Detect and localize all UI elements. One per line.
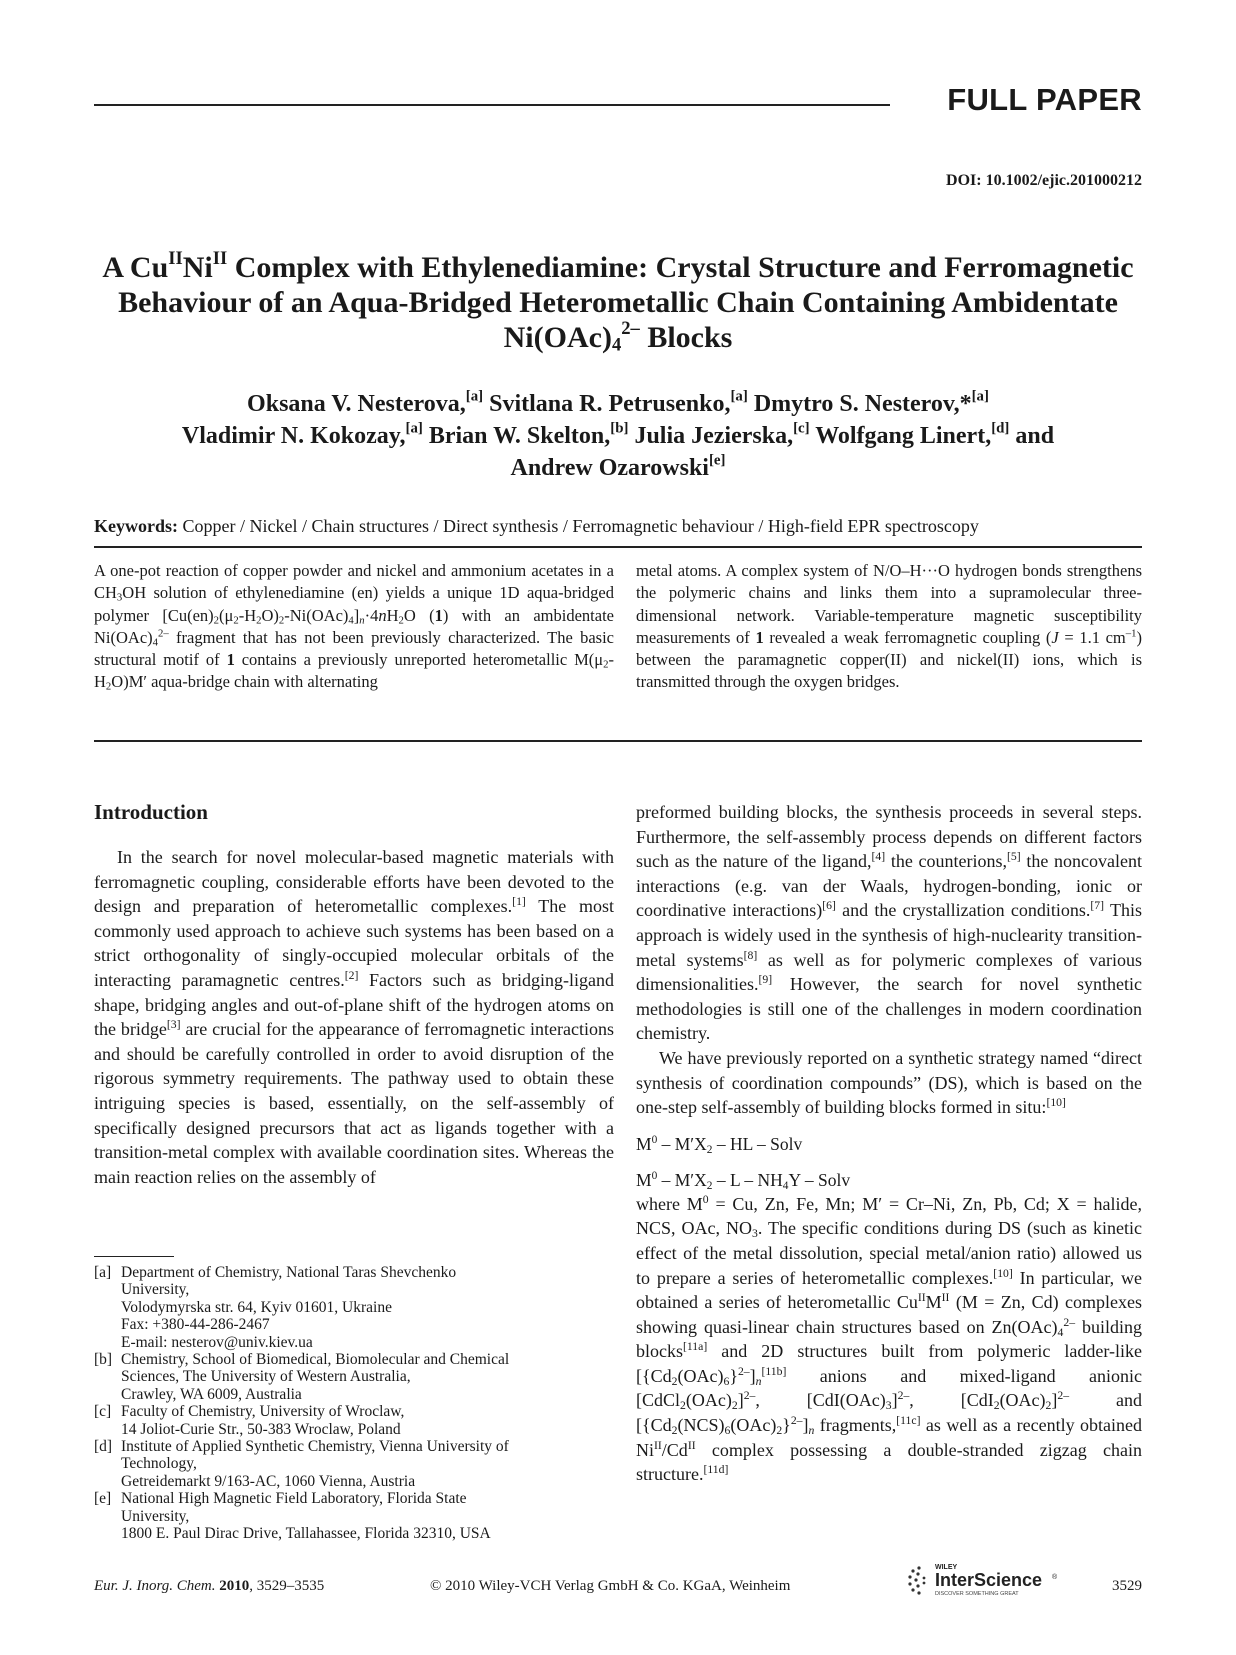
keywords-rule [94,546,1142,548]
equation-2: $M^0 - M'X_2$ – L – $NH_4Y$ – Solv [636,1169,851,1192]
svg-text:®: ® [1052,1574,1058,1581]
affiliation-e: [e] National High Magnetic Field Laboratory, Florida State University, 1800 E. Paul Dirac Drive, Tallahassee, Florida 32310, USA [94,1490,491,1543]
author-list: Oksana V. Nesterova,[a] Svitlana R. Petrusenko,[a] Dmytro S. Nesterov,*[a] Vladimir N. Kokozay,[a] Brian W. Skelton,[b] Julia Jezierska,[c] Wolfgang Linert,[d] and Andrew Ozarowski[e] [181,388,1055,481]
author: Brian W. Skelton, [428,423,611,449]
journal-citation: Eur. J. Inorg. Chem. 2010, 3529–3535 [94,1578,325,1594]
author: Vladimir N. Kokozay, [181,423,406,449]
keywords: Keywords: Copper / Nickel / Chain structures / Direct synthesis / Ferromagnetic behaviour / High-field EPR spectroscopy [94,516,979,536]
doi: DOI: 10.1002/ejic.201000212 [946,172,1142,189]
author: Dmytro S. Nesterov,* [753,391,972,417]
abstract-right: metal atoms. A complex system of N/O–H···O hydrogen bonds strengthens the polymeric chains and links them into a supramolecular three-dimensional network. Variable-temperature magnetic susceptibility measurements of 1 revealed a weak ferromagnetic coupling (J = 1.1 $cm^{-1}$) between the paramagnetic copper(II) and nickel(II) ions, which is transmitted through the oxygen bridges. [636,561,1142,692]
intro-right-column: preformed building blocks, the synthesis proceeds in several steps. Furthermore, the self-assembly process depends on different factors such as the nature of the ligand,[4] the counterions,[5] the noncovalent interactions (e.g. van der Waals, hydrogen-bonding, ionic or coordinative interactions)[6] and the crystallization conditions.[7] This approach is widely used in the synthesis of high-nuclearity transition-metal systems[8] as well as for polymeric complexes of various dimensionalities.[9] However, the search for novel synthetic methodologies is still one of the challenges in modern coordination chemistry. We have previously reported on a synthetic strategy named “direct synthesis of coordination compounds” (DS), which is based on the one-step self-assembly of building blocks formed in situ:[10] $M^0 - M'X_2$ – HL – Solv $M^0 - M'X_2$ – L – $NH_4Y$ – Solv where $M^0 = Cu$, Zn, Fe, Mn; M′ = Cr–Ni, Zn, Pb, Cd; X = halide, NCS, OAc, $NO_3$. The specific conditions during DS (such as kinetic effect of the metal dissolution, special metal/anion ratio) allowed us to prepare a series of heterometallic complexes.[10] In particular, we obtained a series of heterometallic $Cu^{II}M^{II}$ (M = Zn, Cd) complexes showing quasi-linear chain structures based on $Zn(OAc)_4^{2-}$ building blocks[11a] and 2D structures built from polymeric ladder-like $[\{Cd_2(OAc)_6\}^{2-}]_n[11b]$ anions and mixed-ligand anionic $[CdCl_2(OAc)_2]^{2-}$, $[CdI(OAc)_3]^{2-}$, $[CdI_2(OAc)_2]^{2-}$ and $[\{Cd_2(NCS)_6(OAc)_2\}^{2-}]_n$ fragments,[11c] as well as a recently obtained $Ni^{II}/Cd^{II}$ complex possessing a double-stranded zigzag chain structure.[11d] [636,802,1143,1485]
footnote-rule [94,1256,174,1257]
header-rule [94,104,890,106]
intro-paragraph-1: In the search for novel molecular-based magnetic materials with ferromagnetic coupling, considerable efforts have been devoted to the design and preparation of heterometallic complexes.[1] The most commonly used approach to achieve such systems has been based on a strict orthogonality of singly-occupied molecular orbitals of the interacting paramagnetic centres.[2] Factors such as bridging-ligand shape, bridging angles and out-of-plane shift of the hydrogen atoms on the bridge[3] are crucial for the appearance of ferromagnetic interactions and should be carefully controlled in order to avoid disruption of the rigorous symmetry requirements. The pathway used to obtain these intriguing species is based, essentially, on the self-assembly of specifically designed precursors that act as ligands together with a transition-metal complex with available coordination sites. Whereas the main reaction relies on the assembly of [94,847,615,1187]
section-heading-introduction: Introduction [94,800,208,824]
affiliation-b: [b] Chemistry, School of Biomedical, Biomolecular and Chemical Sciences, The University of Western Australia, Crawley, WA 6009, Australia [94,1351,510,1403]
section-label: FULL PAPER [947,82,1142,117]
article-title: A $Cu^{II}Ni^{II}$ Complex with Ethylenediamine: Crystal Structure and Ferromagnetic Behaviour of an Aqua-Bridged Heterometallic Chain Containing Ambidentate $Ni(OAc)_4^{2-}$ Blocks [102,247,1134,356]
author: Wolfgang Linert, [815,423,992,449]
affiliation-d: [d] Institute of Applied Synthetic Chemistry, Vienna University of Technology, Getreidemarkt 9/163-AC, 1060 Vienna, Austria [94,1438,509,1490]
page-number: 3529 [1112,1578,1142,1594]
abstract-rule [94,740,1142,742]
copyright: © 2010 Wiley-VCH Verlag GmbH & Co. KGaA, Weinheim [430,1578,791,1594]
author: Andrew Ozarowski [510,455,709,481]
affiliation-c: [c] Faculty of Chemistry, University of Wroclaw, 14 Joliot-Curie Str., 50-383 Wroclaw, Poland [94,1403,405,1438]
affiliations [94,1264,614,1543]
svg-text:DISCOVER SOMETHING GREAT: DISCOVER SOMETHING GREAT [935,1591,1019,1597]
svg-text:InterScience: InterScience [935,1570,1043,1590]
affiliation-a: [a] Department of Chemistry, National Taras Shevchenko University, Volodymyrska str. 64, Kyiv 01601, Ukraine Fax: +380-44-286-2467 E-mail: nesterov@univ.kiev.ua [94,1264,457,1351]
abstract-left: A one-pot reaction of copper powder and nickel and ammonium acetates in a $CH_3OH$ solution of ethylenediamine (en) yields a unique 1D aqua-bridged polymer $[Cu(en)_2(\mu_2-H_2O)_2-Ni(OAc)_4]_n\cdot 4nH_2O$ (1) with an ambidentate $Ni(OAc)_4^{2-}$ fragment that has not been previously characterized. The basic structural motif of 1 contains a previously unreported heterometallic $M(\mu_2-H_2O)M'$ aqua-bridge chain with alternating [94,561,614,694]
author: Oksana V. Nesterova, [247,391,466,417]
equation-1: $M^0 - M'X_2$ – HL – Solv [636,1133,803,1156]
author: Svitlana R. Petrusenko, [489,391,731,417]
wiley-interscience-logo [905,1560,1095,1600]
author: Julia Jezierska, [634,423,794,449]
svg-text:WILEY: WILEY [935,1564,958,1571]
